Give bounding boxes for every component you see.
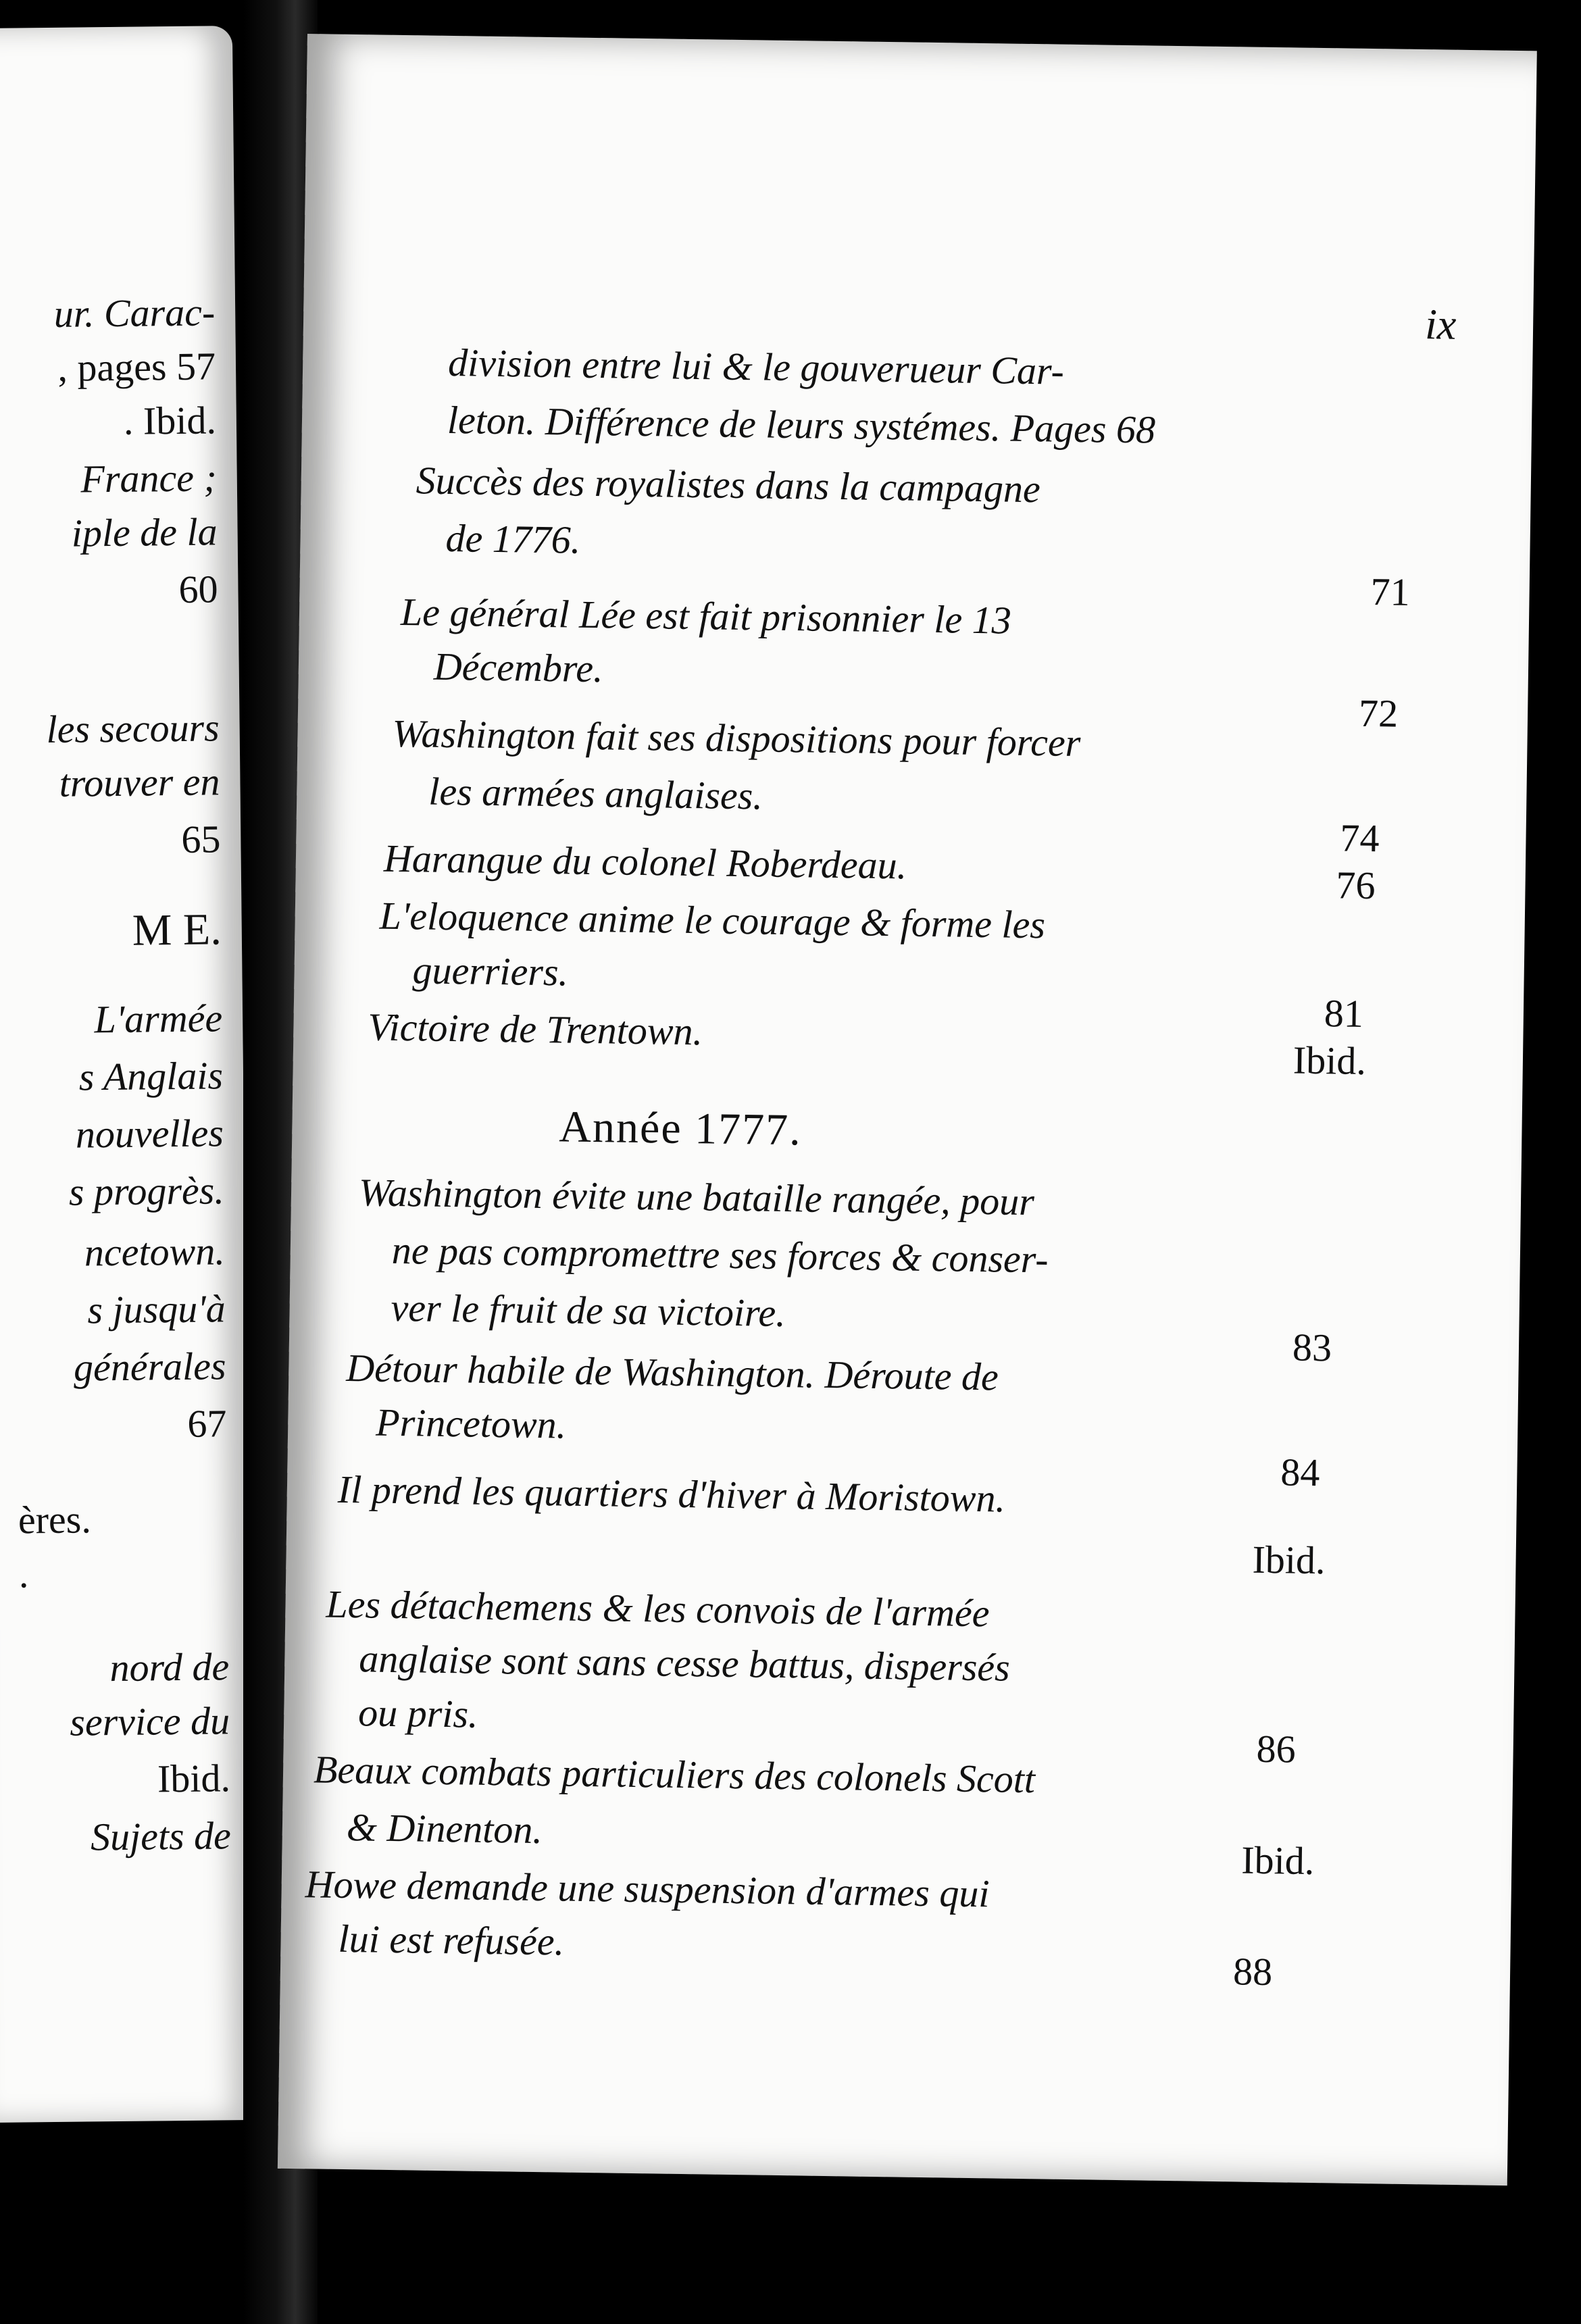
entry-page: 74: [1340, 815, 1380, 861]
left-line: ères.: [18, 1497, 92, 1542]
entry-line: Harangue du colonel Roberdeau.: [383, 836, 907, 888]
entry-line: Princetown.: [375, 1400, 567, 1447]
left-line: 67: [187, 1401, 227, 1446]
entry-line: lui est refusée.: [338, 1916, 565, 1964]
left-line: , pages 57: [57, 344, 216, 390]
left-line: iple de la: [71, 509, 218, 555]
entry-line: Détour habile de Washington. Déroute de: [345, 1345, 999, 1399]
entry-page: 71: [1370, 570, 1411, 614]
entry-page: Ibid.: [1240, 1838, 1315, 1884]
entry-line: de 1776.: [445, 515, 581, 562]
entry-line: Le général Lée est fait prisonnier le 13: [400, 590, 1012, 642]
entry-line: ver le fruit de sa victoire.: [391, 1285, 786, 1336]
entry-page: 72: [1358, 690, 1399, 736]
left-line: trouver en: [59, 759, 220, 805]
entry-line: Washington fait ses dispositions pour forcer: [392, 711, 1081, 765]
left-page: [0, 26, 254, 2123]
entry-page: 81: [1324, 991, 1364, 1036]
entry-line: Décembre.: [433, 644, 604, 691]
page-number: ix: [1424, 300, 1457, 349]
entry-line: Beaux combats particuliers des colonels Scott: [313, 1747, 1036, 1802]
entry-page: 88: [1232, 1949, 1273, 1994]
entry-line: Les détachemens & les convois de l'armée: [326, 1582, 990, 1636]
entry-page: Ibid.: [1293, 1038, 1367, 1084]
left-section-heading: M E.: [132, 905, 222, 955]
left-line: France ;: [80, 455, 218, 501]
left-line: Ibid.: [157, 1756, 231, 1801]
left-line: nouvelles: [75, 1111, 224, 1157]
entry-page: 86: [1256, 1726, 1297, 1771]
entry-line: Howe demande une suspension d'armes qui: [305, 1862, 990, 1916]
entry-line: Succès des royalistes dans la campagne: [416, 458, 1041, 511]
left-line: générales: [73, 1344, 226, 1390]
entry-page: 84: [1280, 1450, 1320, 1495]
entry-line: leton. Différence de leurs systémes. Pages 68: [447, 397, 1156, 452]
entry-line: ne pas compromettre ses forces & conser-: [391, 1228, 1049, 1282]
entry-page: 76: [1336, 863, 1376, 908]
left-line: L'armée: [94, 996, 223, 1042]
right-page: [278, 34, 1537, 2186]
left-line: 60: [178, 567, 218, 611]
left-line: ncetown.: [84, 1229, 226, 1275]
entry-line: ou pris.: [357, 1690, 479, 1736]
left-line: 65: [181, 817, 221, 861]
entry-line: Victoire de Trentown.: [368, 1005, 703, 1054]
entry-line: Il prend les quartiers d'hiver à Moristown.: [337, 1467, 1006, 1521]
left-line: . Ibid.: [123, 398, 217, 443]
entry-page: 83: [1292, 1325, 1332, 1370]
entry-line: L'eloquence anime le courage & forme les: [379, 893, 1046, 947]
entry-line: & Dinenton.: [346, 1805, 543, 1852]
entry-line: les armées anglaises.: [428, 769, 763, 818]
left-line: ur. Carac-: [53, 290, 216, 336]
entry-line: division entre lui & le gouverueur Car-: [447, 340, 1065, 393]
entry-line: guerriers.: [412, 948, 569, 994]
left-line: s progrès.: [68, 1168, 225, 1214]
left-line: .: [18, 1552, 29, 1596]
left-line: Sujets de: [90, 1813, 232, 1859]
entry-page: Ibid.: [1252, 1537, 1326, 1583]
section-heading: Année 1777.: [558, 1102, 803, 1155]
left-line: service du: [69, 1698, 230, 1744]
entry-line: anglaise sont sans cesse battus, dispersés: [358, 1636, 1011, 1690]
left-line: les secours: [46, 705, 220, 752]
left-line: s jusqu'à: [87, 1286, 226, 1332]
entry-line: Washington évite une bataille rangée, pour: [358, 1170, 1035, 1224]
left-line: nord de: [109, 1644, 230, 1690]
left-line: s Anglais: [78, 1053, 224, 1099]
